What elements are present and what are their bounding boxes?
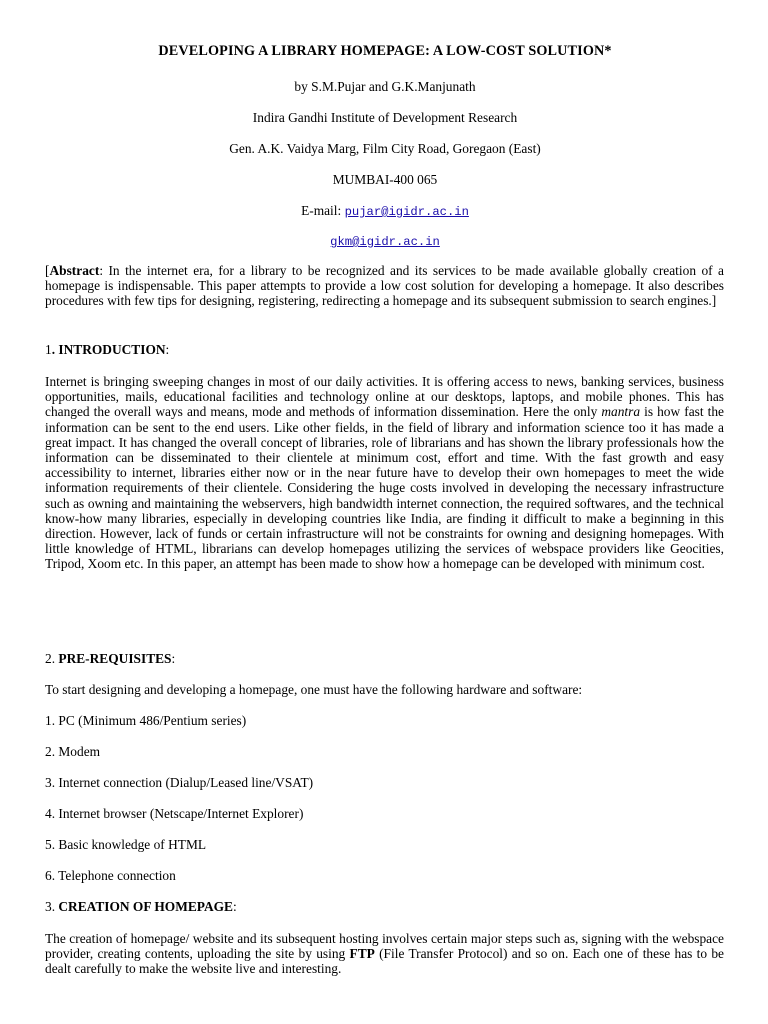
prerequisite-item: 4. Internet browser (Netscape/Internet Explorer): [45, 806, 304, 821]
email-link-pujar[interactable]: pujar@igidr.ac.in: [344, 205, 469, 219]
creation-paragraph: [45, 931, 724, 977]
creation-text-a: The creation of homepage/ website and its subsequent hosting involves certain major steps such as, signing with the webspace provider, creating contents, uploading the site by using: [45, 931, 724, 962]
introduction-paragraph: [45, 374, 724, 572]
author-city: MUMBAI-400 065: [332, 172, 438, 187]
creation-text-b: (File Transfer Protocol) and so on. Each one of these has to be dealt carefully to make the website live and interesting.: [45, 946, 724, 977]
prerequisite-item: 6. Telephone connection: [45, 868, 176, 883]
section-title: CREATION OF HOMEPAGE: [58, 899, 233, 914]
paper-title: DEVELOPING A LIBRARY HOMEPAGE: A LOW-COST SOLUTION*: [158, 43, 612, 59]
section-colon: :: [171, 651, 176, 666]
email-line-2: [45, 233, 725, 250]
section-title: . INTRODUCTION: [51, 342, 166, 357]
abstract-text: : In the internet era, for a library to be recognized and its services to be made available globally creation of a homepage is indispensable. This paper attempts to provide a low cost solution for developing a homepage. It also describes procedures with few tips for designing, registering, redirecting a homepage and its subsequent submission to search engines.]: [45, 263, 724, 309]
abstract-label: Abstract: [49, 263, 100, 278]
author-address: Gen. A.K. Vaidya Marg, Film City Road, Goregaon (East): [229, 141, 541, 156]
abstract-paragraph: [45, 263, 724, 309]
section-heading-prerequisites: [45, 651, 724, 666]
email-link-gkm[interactable]: gkm@igidr.ac.in: [330, 235, 440, 249]
author-byline: by S.M.Pujar and G.K.Manjunath: [294, 79, 476, 94]
abstract-open-bracket: [: [45, 263, 50, 278]
prerequisite-item: 1. PC (Minimum 486/Pentium series): [45, 713, 247, 728]
prerequisite-item: 2. Modem: [45, 744, 101, 759]
section-title: PRE-REQUISITES: [58, 651, 172, 666]
ftp-term: FTP: [349, 946, 375, 962]
section-number: 2.: [45, 651, 59, 666]
email-label: E-mail:: [301, 203, 345, 218]
section-heading-introduction: [45, 342, 724, 357]
intro-emphasis: mantra: [601, 404, 641, 420]
intro-text-a: Internet is bringing sweeping changes in most of our daily activities. It is offering access to news, banking services, business opportunities, mails, educational facilities and technology online at our desktops, laptops, and mobile phones. This has changed the overall ways and means, mode and methods of information dissemination. Here the only: [45, 374, 724, 420]
prerequisites-intro: To start designing and developing a homepage, one must have the following hardware and software:: [45, 682, 583, 697]
email-line: [45, 203, 725, 220]
section-number: 1: [45, 342, 52, 357]
section-heading-creation: [45, 899, 724, 914]
author-institute: Indira Gandhi Institute of Development Research: [252, 110, 518, 125]
intro-text-b: is how fast the information can be sent to the end users. Like other fields, in the field of library and information science too it has made a great impact. It has changed the overall concept of libraries, role of librarians and has shown the library professionals how the information can be disseminated to their clientele at minimum cost, effort and time. With the fast growth and easy accessibility to internet, libraries either now or in the near future have to develop their own homepages to meet the wide information requirements of their clientele. Considering the huge costs involved in developing the necessary infrastructure such as owning and maintaining the webservers, high bandwidth internet connection, the required softwares, and the technical know-how many libraries, especially in developing countries like India, are finding it difficult to make a beginning in this direction. However, lack of funds or certain infrastructure will not be constraints for owning and designing homepages. With little knowledge of HTML, librarians can develop homepages utilizing the services of webspace providers like Geocities, Tripod, Xoom etc. In this paper, an attempt has been made to show how a homepage can be developed with minimum cost.: [45, 404, 725, 572]
section-number: 3.: [45, 899, 59, 914]
section-colon: :: [232, 899, 237, 914]
section-colon: :: [165, 342, 170, 357]
prerequisite-item: 3. Internet connection (Dialup/Leased line/VSAT): [45, 775, 314, 790]
prerequisite-item: 5. Basic knowledge of HTML: [45, 837, 207, 852]
